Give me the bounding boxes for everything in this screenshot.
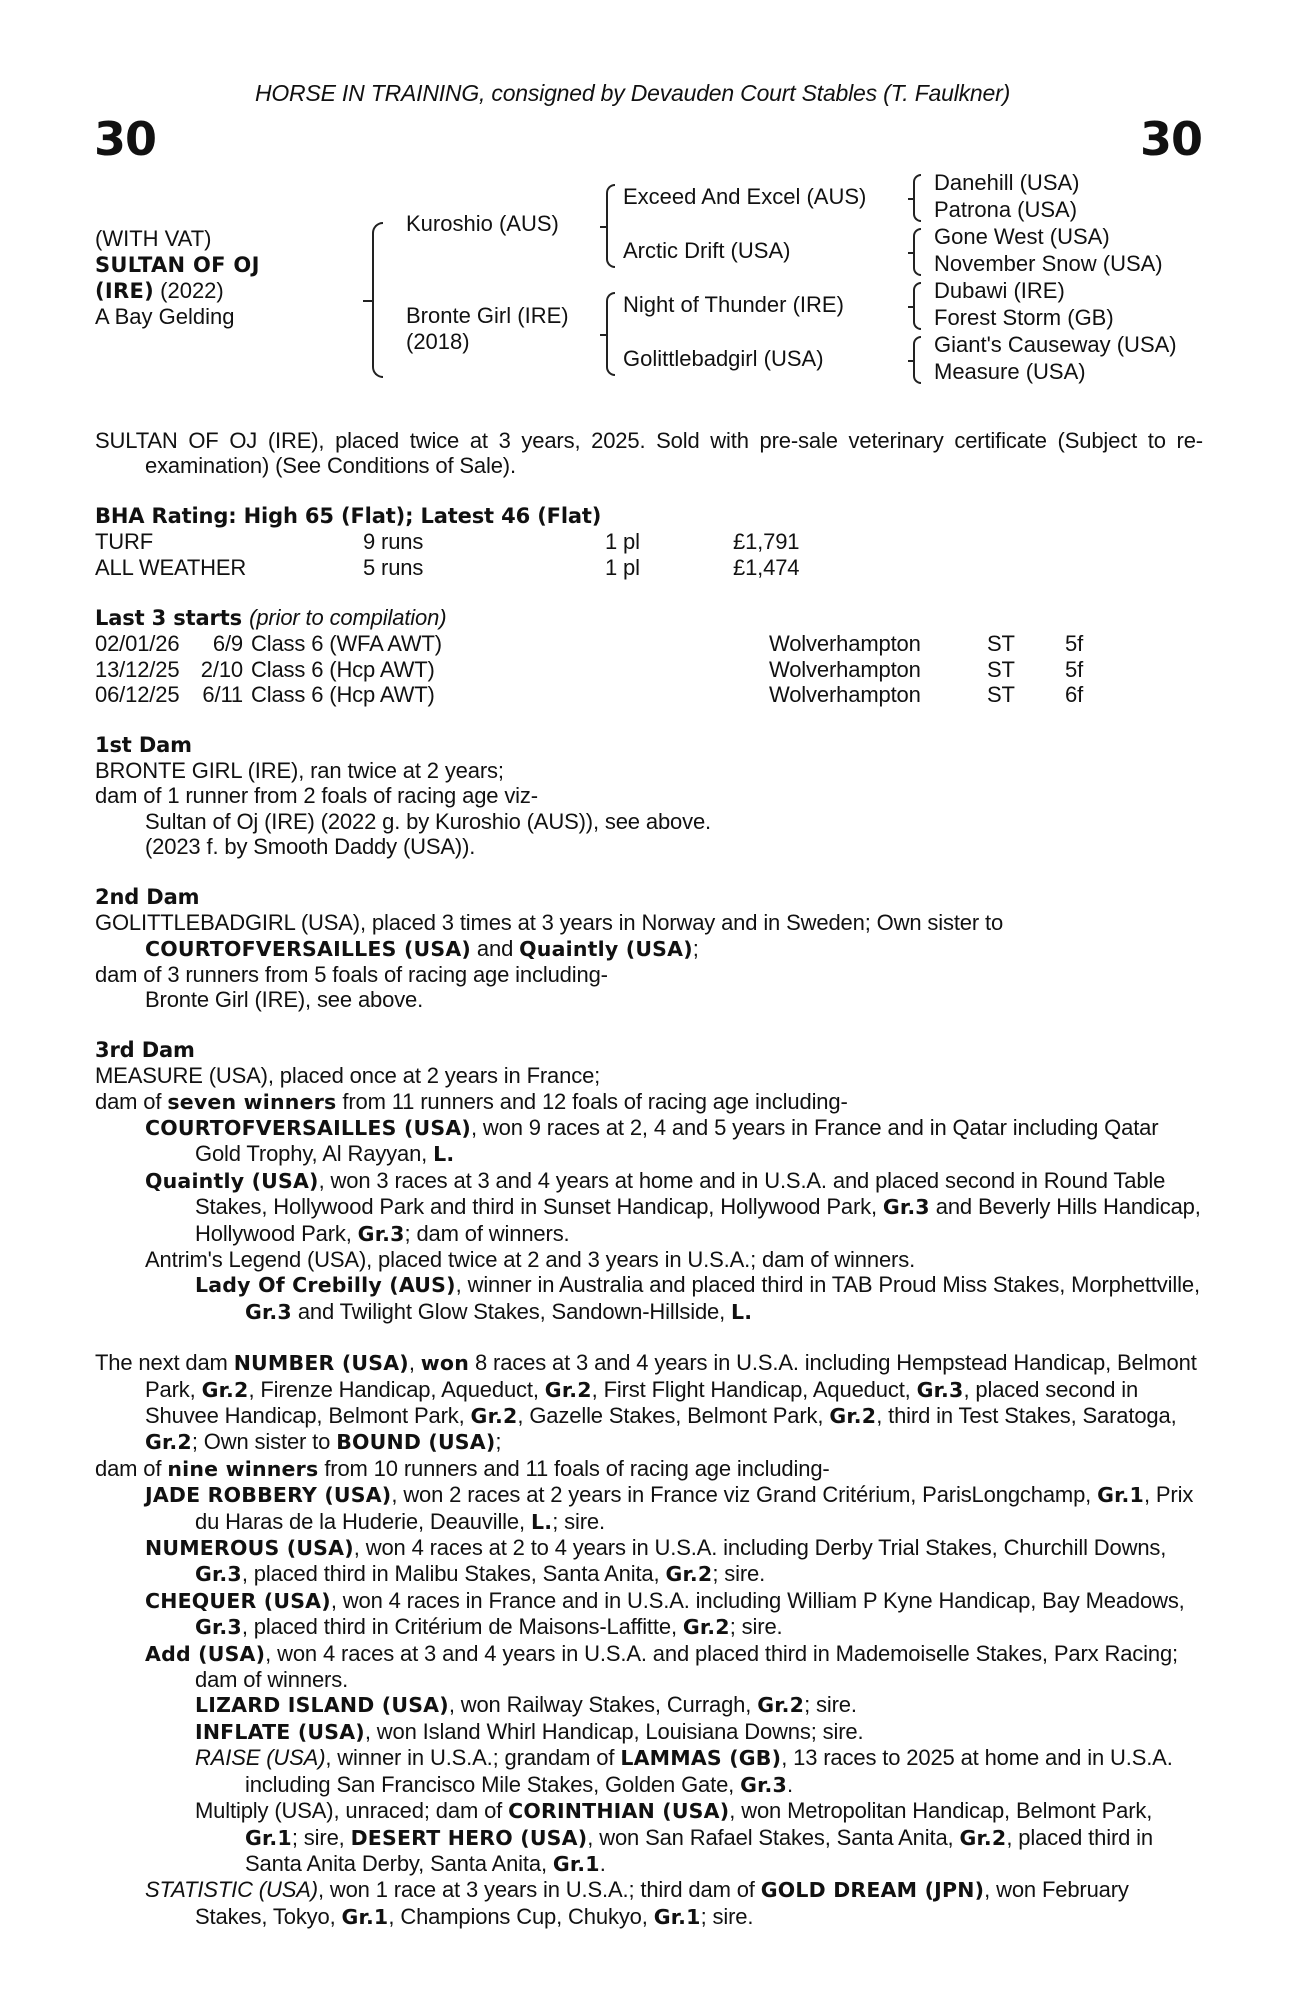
earnings: £1,791 bbox=[733, 529, 800, 555]
second-dam-line bbox=[95, 910, 1203, 962]
list-item bbox=[95, 1588, 1203, 1641]
text: from 10 runners and 11 foals of racing age including- bbox=[318, 1455, 830, 1481]
text: dam of bbox=[95, 1088, 168, 1114]
start-date: 06/12/25 bbox=[95, 682, 180, 708]
text: , won 4 races at 3 and 4 years in U.S.A. and placed third in Mademoiselle Stakes, Parx Racing; dam of winners. bbox=[195, 1640, 1178, 1693]
placings: 1 pl bbox=[605, 554, 640, 580]
first-dam-section bbox=[95, 733, 1203, 860]
text: , First Flight Handicap, Aqueduct, bbox=[591, 1376, 917, 1402]
horse-name: JADE ROBBERY (USA) bbox=[145, 1483, 392, 1508]
start-course: Wolverhampton bbox=[769, 631, 921, 657]
start-class: Class 6 (Hcp AWT) bbox=[251, 682, 435, 708]
list-item bbox=[95, 1535, 1203, 1588]
grandparent-3: Night of Thunder (IRE) bbox=[623, 292, 844, 317]
text: , placed second in Shuvee Handicap, Belmont Park, bbox=[145, 1376, 1139, 1428]
horse-name: RAISE (USA) bbox=[195, 1745, 326, 1771]
horse-name: LAMMAS (GB) bbox=[620, 1746, 782, 1771]
text: The next dam bbox=[95, 1350, 234, 1376]
great-grandparent-5: Dubawi (IRE) bbox=[934, 278, 1065, 303]
start-going: ST bbox=[987, 682, 1015, 708]
second-dam-heading: 2nd Dam bbox=[95, 884, 200, 909]
grade: Gr.3 bbox=[245, 1299, 292, 1324]
text: dam of bbox=[95, 1455, 168, 1481]
winners-count: seven winners bbox=[167, 1089, 337, 1114]
grade: Gr.2 bbox=[544, 1377, 592, 1402]
list-item bbox=[95, 1115, 1203, 1168]
list-item bbox=[95, 1482, 1203, 1535]
grade: Gr.2 bbox=[757, 1693, 805, 1718]
grade: Gr.2 bbox=[145, 1430, 192, 1455]
last-starts-title: Last 3 starts bbox=[95, 606, 242, 631]
runs: 5 runs bbox=[363, 554, 424, 580]
table-row bbox=[95, 657, 1083, 682]
vat-note: (WITH VAT) bbox=[95, 226, 212, 251]
grade: L. bbox=[530, 1509, 553, 1534]
great-grandparent-6: Forest Storm (GB) bbox=[934, 305, 1114, 330]
sire-brace bbox=[606, 184, 615, 268]
start-distance: 5f bbox=[1065, 631, 1084, 657]
text: , placed third in Santa Anita Derby, Santa Anita, bbox=[245, 1824, 1154, 1876]
grade: Gr.3 bbox=[740, 1772, 787, 1797]
list-item: (2023 f. by Smooth Daddy (USA)). bbox=[145, 834, 476, 860]
third-dam-line: MEASURE (USA), placed once at 2 years in France; bbox=[95, 1063, 601, 1089]
text: , 13 races to 2025 at home and in U.S.A. including San Francisco Mile Stakes, Golden Gate, bbox=[245, 1745, 1173, 1797]
horse-name: NUMBER (USA) bbox=[233, 1351, 409, 1376]
text: GOLITTLEBADGIRL (USA), placed 3 times at 3 years in Norway and in Sweden; Own sister to bbox=[95, 910, 1004, 936]
horse-name: CORINTHIAN (USA) bbox=[508, 1799, 730, 1824]
start-distance: 5f bbox=[1065, 656, 1084, 682]
horse-name: Quaintly (USA) bbox=[519, 936, 693, 961]
text: ; sire. bbox=[700, 1903, 754, 1929]
text: , won 3 races at 3 and 4 years at home and in U.S.A. and placed second in Round Table Stakes, Hollywood Park and third in Sunset Handicap, Hollywood Park, bbox=[195, 1167, 1166, 1220]
text: ; Own sister to bbox=[191, 1429, 337, 1455]
grade: Gr.2 bbox=[682, 1615, 730, 1640]
grade: Gr.2 bbox=[470, 1404, 518, 1428]
start-position: 6/9 bbox=[212, 631, 243, 657]
first-dam-line: BRONTE GIRL (IRE), ran twice at 2 years; bbox=[95, 758, 504, 784]
list-item bbox=[95, 1719, 1203, 1745]
text: and Beverly Hills Handicap, Hollywood Park, bbox=[195, 1194, 1201, 1246]
text: , won Metropolitan Handicap, Belmont Park, bbox=[729, 1798, 1153, 1824]
grade: Gr.3 bbox=[916, 1377, 964, 1402]
list-item: Sultan of Oj (IRE) (2022 g. by Kuroshio (AUS)), see above. bbox=[145, 808, 712, 834]
horse-country: (IRE) bbox=[95, 279, 155, 303]
text: ; dam of winners. bbox=[404, 1220, 570, 1246]
text: , third in Test Stakes, Saratoga, bbox=[876, 1403, 1177, 1428]
grade: Gr.1 bbox=[1097, 1483, 1144, 1508]
list-item bbox=[95, 1641, 1203, 1693]
text: , placed third in Malibu Stakes, Santa Anita, bbox=[241, 1561, 666, 1587]
dam-year: (2018) bbox=[406, 329, 470, 354]
earnings: £1,474 bbox=[733, 554, 800, 580]
start-date: 13/12/25 bbox=[95, 656, 180, 682]
list-item: Antrim's Legend (USA), placed twice at 2 and 3 years in U.S.A.; dam of winners. bbox=[145, 1246, 916, 1272]
text: ; sire. bbox=[552, 1508, 605, 1534]
start-going: ST bbox=[987, 631, 1015, 657]
grade: Gr.1 bbox=[245, 1825, 292, 1850]
start-going: ST bbox=[987, 656, 1015, 682]
start-course: Wolverhampton bbox=[769, 656, 921, 682]
grade: Gr.2 bbox=[665, 1562, 713, 1587]
surface: ALL WEATHER bbox=[95, 554, 247, 580]
next-dam-produce-summary bbox=[95, 1456, 1203, 1482]
text: , won Island Whirl Handicap, Louisiana Downs; sire. bbox=[364, 1718, 864, 1744]
horse-identity bbox=[95, 226, 260, 330]
grade: Gr.2 bbox=[201, 1377, 249, 1402]
text: ; sire. bbox=[804, 1692, 857, 1718]
text: , won February Stakes, Tokyo, bbox=[195, 1877, 1129, 1929]
horse-description: A Bay Gelding bbox=[95, 304, 235, 329]
text: ; sire. bbox=[712, 1561, 766, 1587]
text: . bbox=[599, 1850, 606, 1876]
horse-name: NUMEROUS (USA) bbox=[145, 1536, 354, 1561]
text: , Gazelle Stakes, Belmont Park, bbox=[517, 1403, 830, 1428]
grade: L. bbox=[433, 1142, 455, 1167]
grade: Gr.2 bbox=[829, 1404, 877, 1428]
table-row bbox=[95, 529, 799, 554]
start-course: Wolverhampton bbox=[769, 682, 921, 708]
horse-name: COURTOFVERSAILLES (USA) bbox=[145, 936, 471, 961]
text: ; sire, bbox=[291, 1824, 351, 1850]
text: , won 4 races in France and in U.S.A. including William P Kyne Handicap, Bay Meadows, bbox=[330, 1587, 1185, 1613]
text: from 11 runners and 12 foals of racing age including- bbox=[336, 1088, 848, 1114]
last-starts-subheading: (prior to compilation) bbox=[249, 605, 447, 631]
great-grandparent-1: Danehill (USA) bbox=[934, 170, 1080, 195]
runs: 9 runs bbox=[363, 529, 424, 555]
catalogue-body bbox=[95, 428, 1203, 1930]
horse-name: Lady Of Crebilly (AUS) bbox=[195, 1273, 456, 1298]
horse-name: CHEQUER (USA) bbox=[145, 1588, 331, 1613]
text: ; bbox=[495, 1429, 502, 1455]
start-date: 02/01/26 bbox=[95, 631, 180, 657]
great-grandparent-2: Patrona (USA) bbox=[934, 197, 1078, 222]
rating-table bbox=[95, 529, 799, 580]
lot-number-right: 30 bbox=[1139, 112, 1202, 166]
text: , Firenze Handicap, Aqueduct, bbox=[248, 1376, 545, 1402]
grade: Gr.1 bbox=[341, 1904, 389, 1929]
first-dam-produce-summary: dam of 1 runner from 2 foals of racing age viz- bbox=[95, 783, 538, 809]
text: , Champions Cup, Chukyo, bbox=[388, 1903, 654, 1929]
grade: Gr.3 bbox=[195, 1615, 242, 1640]
text: , won Railway Stakes, Curragh, bbox=[448, 1692, 758, 1718]
winners-count: nine winners bbox=[167, 1456, 319, 1481]
horse-name: Add (USA) bbox=[145, 1641, 266, 1666]
text: , Prix du Haras de la Huderie, Deauville, bbox=[195, 1482, 1194, 1534]
sire: Kuroshio (AUS) bbox=[406, 211, 559, 236]
first-dam-heading: 1st Dam bbox=[95, 732, 192, 757]
grandparent-2: Arctic Drift (USA) bbox=[623, 238, 791, 263]
text: won bbox=[420, 1351, 470, 1376]
text: , won 2 races at 2 years in France viz Grand Critérium, ParisLongchamp, bbox=[391, 1482, 1098, 1508]
horse-name: INFLATE (USA) bbox=[195, 1719, 365, 1744]
text: , won 9 races at 2, 4 and 5 years in France and in Qatar including Qatar Gold Trophy, Al Rayyan, bbox=[195, 1114, 1159, 1167]
table-row bbox=[95, 631, 1083, 656]
intro-paragraph: SULTAN OF OJ (IRE), placed twice at 3 years, 2025. Sold with pre-sale veterinary certificate (Subject to re-examination) (See Conditions of Sale). bbox=[95, 428, 1203, 479]
text: . bbox=[786, 1771, 793, 1797]
text: ; sire. bbox=[729, 1614, 783, 1640]
list-item bbox=[95, 1798, 1203, 1877]
grandparent-1: Exceed And Excel (AUS) bbox=[623, 184, 867, 209]
second-dam-produce-summary: dam of 3 runners from 5 foals of racing age including- bbox=[95, 961, 608, 987]
last-starts-section bbox=[95, 605, 1203, 708]
horse-foaling-year: (2022) bbox=[154, 278, 224, 303]
horse-name: STATISTIC (USA) bbox=[145, 1877, 318, 1903]
text: , won San Rafael Stakes, Santa Anita, bbox=[587, 1824, 960, 1850]
text: 8 races at 3 and 4 years in U.S.A. including Hempstead Handicap, Belmont Park, bbox=[145, 1350, 1197, 1402]
text: , winner in Australia and placed third in TAB Proud Miss Stakes, Morphettville, bbox=[455, 1272, 1200, 1298]
horse-name: DESERT HERO (USA) bbox=[350, 1825, 588, 1850]
text: and Twilight Glow Stakes, Sandown-Hillside, bbox=[291, 1298, 732, 1324]
horse-name: COURTOFVERSAILLES (USA) bbox=[145, 1115, 471, 1140]
start-position: 2/10 bbox=[200, 656, 243, 682]
grade: Gr.3 bbox=[882, 1195, 930, 1220]
grade: Gr.1 bbox=[653, 1904, 701, 1929]
start-class: Class 6 (Hcp AWT) bbox=[251, 656, 435, 682]
dam bbox=[406, 303, 569, 355]
lot-number-left: 30 bbox=[94, 112, 157, 166]
text: , won 1 race at 3 years in U.S.A.; third dam of bbox=[317, 1877, 761, 1903]
third-dam-heading: 3rd Dam bbox=[95, 1037, 195, 1062]
start-position: 6/11 bbox=[202, 682, 243, 708]
horse-name: SULTAN OF OJ bbox=[95, 253, 260, 277]
grade: Gr.2 bbox=[959, 1825, 1007, 1850]
third-dam-produce-summary bbox=[95, 1089, 1203, 1115]
text: , placed third in Critérium de Maisons-Laffitte, bbox=[241, 1614, 683, 1640]
text: Multiply (USA), unraced; dam of bbox=[195, 1798, 509, 1824]
grandparent-4: Golittlebadgirl (USA) bbox=[623, 346, 824, 371]
horse-name: GOLD DREAM (JPN) bbox=[760, 1878, 985, 1903]
table-row bbox=[95, 555, 799, 580]
great-grandparent-4: November Snow (USA) bbox=[934, 251, 1163, 276]
list-item bbox=[95, 1692, 1203, 1718]
great-grandparent-3: Gone West (USA) bbox=[934, 224, 1110, 249]
horse-name: Quaintly (USA) bbox=[145, 1168, 319, 1193]
consignor-line: HORSE IN TRAINING, consigned by Devauden Court Stables (T. Faulkner) bbox=[254, 80, 1011, 106]
list-item bbox=[95, 1877, 1203, 1930]
gg-brace-4 bbox=[913, 336, 921, 384]
dam-brace bbox=[606, 292, 615, 376]
last-starts-table bbox=[95, 631, 1083, 707]
gg-brace-3 bbox=[913, 282, 921, 330]
text: and bbox=[470, 935, 520, 961]
list-item bbox=[95, 1272, 1203, 1325]
next-dam-section bbox=[95, 1350, 1203, 1930]
start-distance: 6f bbox=[1065, 682, 1084, 708]
surface: TURF bbox=[95, 529, 154, 555]
text: , winner in U.S.A.; grandam of bbox=[325, 1745, 621, 1771]
great-grandparent-8: Measure (USA) bbox=[934, 359, 1086, 384]
gg-brace-1 bbox=[913, 174, 921, 222]
horse-name: LIZARD ISLAND (USA) bbox=[195, 1693, 449, 1718]
bha-rating-heading: BHA Rating: High 65 (Flat); Latest 46 (Flat) bbox=[95, 503, 602, 528]
grade: Gr.3 bbox=[195, 1562, 242, 1587]
text: , won 4 races at 2 to 4 years in U.S.A. including Derby Trial Stakes, Churchill Downs, bbox=[353, 1535, 1167, 1561]
list-item bbox=[95, 1168, 1203, 1247]
text: ; bbox=[692, 935, 699, 961]
third-dam-section bbox=[95, 1038, 1203, 1325]
table-row bbox=[95, 682, 1083, 707]
dam-name: Bronte Girl (IRE) bbox=[406, 303, 569, 328]
next-dam-line: The next dam NUMBER (USA), won 8 races at 3 and 4 years in U.S.A. including Hempstead Handicap, Belmont Park, Gr.2, Firenze Handicap, Aqueduct, Gr.2, First Flight Handicap, Aqueduct, Gr.3, placed second in Shuvee Handicap, Belmont Park, Gr.2, Gazelle Stakes, Belmont Park, Gr.2, third in Test Stakes, Saratoga, Gr.2; Own sister to BOUND (USA); bbox=[95, 1350, 1197, 1455]
horse-name: BOUND (USA) bbox=[336, 1430, 496, 1455]
grade: Gr.3 bbox=[357, 1221, 405, 1246]
list-item: Bronte Girl (IRE), see above. bbox=[145, 987, 424, 1013]
great-grandparent-7: Giant's Causeway (USA) bbox=[934, 332, 1177, 357]
gg-brace-2 bbox=[913, 228, 921, 276]
rating-section bbox=[95, 504, 1203, 580]
list-item bbox=[95, 1745, 1203, 1798]
grade: Gr.1 bbox=[552, 1851, 600, 1876]
placings: 1 pl bbox=[605, 529, 640, 555]
second-dam-section bbox=[95, 885, 1203, 1013]
start-class: Class 6 (WFA AWT) bbox=[251, 631, 442, 657]
grade: L. bbox=[731, 1299, 753, 1324]
last-starts-heading bbox=[95, 605, 1203, 631]
pedigree-brace bbox=[372, 222, 383, 378]
